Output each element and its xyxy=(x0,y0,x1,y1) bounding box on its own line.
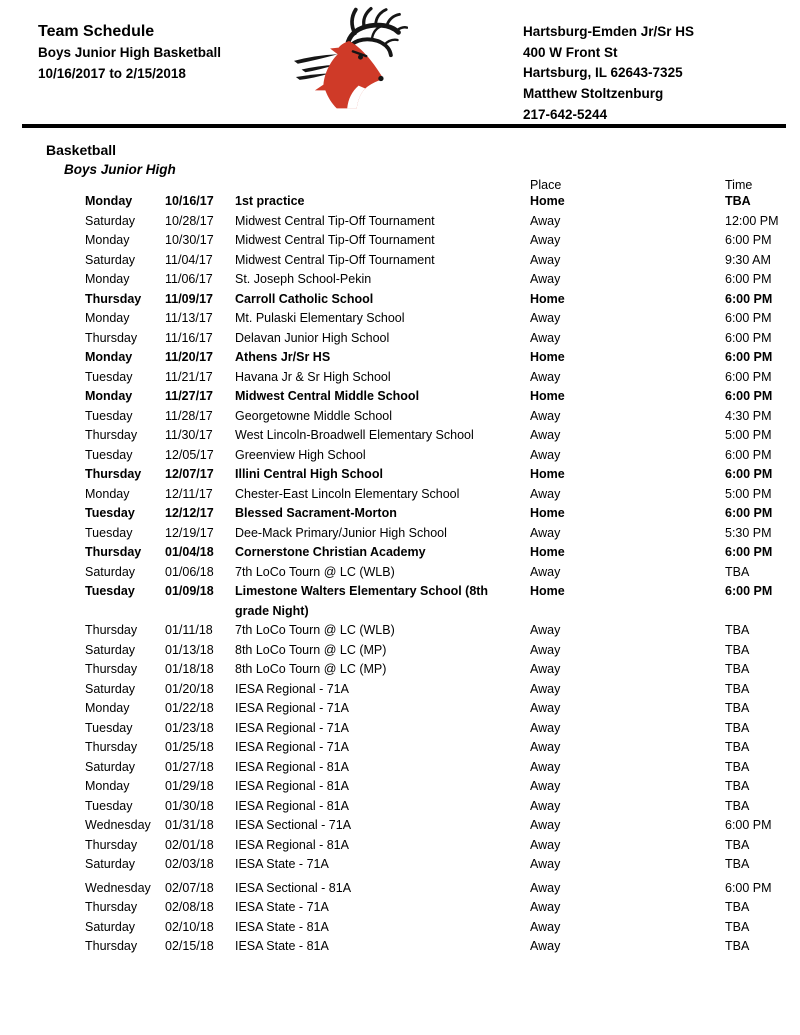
cell-day: Thursday xyxy=(85,291,142,306)
cell-place: Away xyxy=(530,919,561,934)
column-header-place: Place xyxy=(530,178,562,192)
cell-date: 12/07/17 xyxy=(165,467,214,481)
cell-day: Thursday xyxy=(85,623,138,637)
cell-day: Monday xyxy=(85,272,130,286)
schedule-row xyxy=(0,699,800,719)
school-address-line1: 400 W Front St xyxy=(523,44,618,60)
cell-time: 6:00 PM xyxy=(725,330,772,345)
cell-date: 01/11/18 xyxy=(165,623,213,637)
cell-day: Saturday xyxy=(85,564,136,579)
cell-opponent: Midwest Central Tip-Off Tournament xyxy=(235,213,435,228)
cell-date: 01/18/18 xyxy=(165,662,214,676)
cell-place: Home xyxy=(530,467,565,481)
column-header-time: Time xyxy=(725,178,753,192)
cell-place: Away xyxy=(530,564,561,579)
cell-day: Tuesday xyxy=(85,369,133,384)
cell-place: Away xyxy=(530,642,561,657)
cell-day: Saturday xyxy=(85,759,136,774)
cell-day: Tuesday xyxy=(85,408,133,423)
cell-time: TBA xyxy=(725,837,750,852)
cell-time: 6:00 PM xyxy=(725,584,773,598)
schedule-row xyxy=(0,212,800,232)
schedule-row xyxy=(0,446,800,466)
cell-place: Home xyxy=(530,584,565,598)
stag-mascot-icon xyxy=(294,6,408,112)
cell-date: 01/09/18 xyxy=(165,584,214,598)
schedule-row xyxy=(0,251,800,271)
cell-place: Away xyxy=(530,880,561,895)
cell-place: Away xyxy=(530,681,561,696)
cell-opponent: 1st practice xyxy=(235,194,305,208)
cell-time: TBA xyxy=(725,623,750,637)
cell-day: Wednesday xyxy=(85,880,151,895)
cell-date: 11/20/17 xyxy=(165,350,213,364)
cell-date: 11/04/17 xyxy=(165,252,213,267)
cell-opponent: 7th LoCo Tourn @ LC (WLB) xyxy=(235,623,395,637)
cell-opponent: Georgetowne Middle School xyxy=(235,408,393,423)
cell-time: TBA xyxy=(725,720,750,735)
cell-date: 02/10/18 xyxy=(165,919,214,934)
cell-time: TBA xyxy=(725,900,750,914)
cell-place: Away xyxy=(530,857,561,871)
cell-place: Away xyxy=(530,213,561,228)
cell-opponent: Midwest Central Middle School xyxy=(235,389,420,403)
cell-date: 01/06/18 xyxy=(165,564,214,579)
cell-time: TBA xyxy=(725,642,750,657)
cell-place: Home xyxy=(530,389,565,403)
cell-place: Away xyxy=(530,900,561,914)
schedule-row xyxy=(0,309,800,329)
cell-day: Thursday xyxy=(85,330,138,345)
cell-opponent: IESA Sectional - 71A xyxy=(235,818,352,832)
cell-date: 11/13/17 xyxy=(165,311,213,325)
cell-place: Away xyxy=(530,720,561,735)
schedule-row xyxy=(0,192,800,212)
cell-opponent: IESA Regional - 81A xyxy=(235,837,349,852)
cell-opponent: IESA State - 71A xyxy=(235,857,329,871)
schedule-row xyxy=(0,231,800,251)
cell-date: 01/20/18 xyxy=(165,681,214,696)
cell-time: 6:00 PM xyxy=(725,447,772,462)
cell-opponent: Havana Jr & Sr High School xyxy=(235,369,391,384)
cell-opponent: Greenview High School xyxy=(235,447,366,462)
cell-opponent: Cornerstone Christian Academy xyxy=(235,545,426,559)
schedule-row xyxy=(0,621,800,641)
schedule-row xyxy=(0,426,800,446)
schedule-rows xyxy=(0,192,800,957)
cell-time: 4:30 PM xyxy=(725,408,772,423)
cell-opponent: IESA Regional - 71A xyxy=(235,681,349,696)
cell-day: Monday xyxy=(85,701,130,715)
schedule-row xyxy=(0,504,800,524)
cell-time: 6:00 PM xyxy=(725,233,772,247)
cell-opponent: Blessed Sacrament-Morton xyxy=(235,506,397,520)
cell-day: Thursday xyxy=(85,428,138,442)
cell-time: 5:00 PM xyxy=(725,428,772,442)
cell-date: 01/29/18 xyxy=(165,779,214,793)
cell-day: Thursday xyxy=(85,467,142,481)
cell-date: 01/25/18 xyxy=(165,740,214,754)
schedule-row xyxy=(0,797,800,817)
cell-opponent: IESA Regional - 71A xyxy=(235,701,349,715)
schedule-row xyxy=(0,777,800,797)
schedule-row xyxy=(0,329,800,349)
cell-time: 9:30 AM xyxy=(725,252,771,267)
cell-time: 5:00 PM xyxy=(725,486,772,501)
cell-opponent: IESA Regional - 71A xyxy=(235,740,349,754)
cell-date: 02/15/18 xyxy=(165,939,214,953)
cell-time: 6:00 PM xyxy=(725,389,773,403)
section-team: Boys Junior High xyxy=(64,162,176,177)
cell-opponent: West Lincoln-Broadwell Elementary School xyxy=(235,428,474,442)
cell-time: TBA xyxy=(725,759,750,774)
cell-place: Home xyxy=(530,291,565,306)
cell-opponent: 7th LoCo Tourn @ LC (WLB) xyxy=(235,564,395,579)
cell-time: TBA xyxy=(725,662,750,676)
cell-day: Monday xyxy=(85,194,133,208)
cell-opponent: Illini Central High School xyxy=(235,467,383,481)
cell-opponent: Carroll Catholic School xyxy=(235,291,374,306)
phone-number: 217-642-5244 xyxy=(523,106,608,122)
cell-date: 01/27/18 xyxy=(165,759,214,774)
cell-place: Away xyxy=(530,447,561,462)
cell-day: Saturday xyxy=(85,857,136,871)
cell-place: Away xyxy=(530,759,561,774)
schedule-column-headers xyxy=(0,179,800,192)
cell-date: 12/11/17 xyxy=(165,486,213,501)
cell-opponent: IESA Regional - 71A xyxy=(235,720,349,735)
cell-place: Away xyxy=(530,662,561,676)
cell-time: 6:00 PM xyxy=(725,545,773,559)
schedule-row xyxy=(0,879,800,899)
cell-place: Away xyxy=(530,525,561,540)
cell-day: Saturday xyxy=(85,681,136,696)
cell-day: Tuesday xyxy=(85,506,135,520)
cell-opponent: IESA Regional - 81A xyxy=(235,759,349,774)
cell-date: 01/04/18 xyxy=(165,545,214,559)
team-subtitle: Boys Junior High Basketball xyxy=(38,45,222,60)
cell-place: Away xyxy=(530,233,561,247)
cell-date: 12/19/17 xyxy=(165,525,214,540)
cell-place: Away xyxy=(530,779,561,793)
cell-time: TBA xyxy=(725,939,750,953)
cell-time: TBA xyxy=(725,564,750,579)
cell-time: TBA xyxy=(725,919,750,934)
cell-opponent: Dee-Mack Primary/Junior High School xyxy=(235,525,447,540)
cell-time: TBA xyxy=(725,681,750,696)
cell-date: 11/28/17 xyxy=(165,408,213,423)
cell-place: Home xyxy=(530,506,565,520)
cell-time: 6:00 PM xyxy=(725,467,773,481)
cell-time: 12:00 PM xyxy=(725,213,779,228)
schedule-row xyxy=(0,816,800,836)
schedule-row xyxy=(0,937,800,957)
cell-place: Away xyxy=(530,818,561,832)
schedule-row xyxy=(0,543,800,563)
cell-time: TBA xyxy=(725,779,750,793)
cell-date: 02/01/18 xyxy=(165,837,214,852)
cell-date: 02/07/18 xyxy=(165,880,214,895)
cell-time: 6:00 PM xyxy=(725,818,772,832)
cell-day: Tuesday xyxy=(85,720,133,735)
schedule-row xyxy=(0,719,800,739)
cell-date: 02/03/18 xyxy=(165,857,214,871)
cell-date: 11/06/17 xyxy=(165,272,213,286)
cell-time: 6:00 PM xyxy=(725,350,773,364)
cell-time: 6:00 PM xyxy=(725,291,773,306)
schedule-table xyxy=(0,179,800,957)
schedule-row xyxy=(0,270,800,290)
schedule-row xyxy=(0,898,800,918)
cell-place: Away xyxy=(530,623,561,637)
cell-date: 10/16/17 xyxy=(165,194,214,208)
cell-day: Thursday xyxy=(85,939,138,953)
cell-date: 10/30/17 xyxy=(165,233,214,247)
cell-opponent: IESA Sectional - 81A xyxy=(235,880,352,895)
schedule-row xyxy=(0,407,800,427)
cell-day: Thursday xyxy=(85,545,142,559)
cell-place: Home xyxy=(530,545,565,559)
cell-opponent: Limestone Walters Elementary School (8th grade Night) xyxy=(235,584,489,618)
cell-opponent: Delavan Junior High School xyxy=(235,330,390,345)
cell-date: 10/28/17 xyxy=(165,213,214,228)
cell-opponent: IESA State - 71A xyxy=(235,900,329,914)
cell-place: Away xyxy=(530,428,561,442)
cell-day: Tuesday xyxy=(85,447,133,462)
cell-opponent: Chester-East Lincoln Elementary School xyxy=(235,486,460,501)
cell-date: 11/30/17 xyxy=(165,428,213,442)
cell-opponent: Midwest Central Tip-Off Tournament xyxy=(235,252,435,267)
schedule-row xyxy=(0,918,800,938)
cell-place: Home xyxy=(530,194,565,208)
cell-place: Away xyxy=(530,837,561,852)
cell-time: TBA xyxy=(725,857,750,871)
schedule-row xyxy=(0,563,800,583)
schedule-row xyxy=(0,855,800,875)
school-name: Hartsburg-Emden Jr/Sr HS xyxy=(523,24,695,39)
schedule-row xyxy=(0,290,800,310)
cell-day: Wednesday xyxy=(85,818,151,832)
cell-day: Monday xyxy=(85,486,130,501)
schedule-row xyxy=(0,368,800,388)
schedule-row xyxy=(0,738,800,758)
header-divider xyxy=(22,124,786,128)
cell-time: TBA xyxy=(725,798,750,813)
school-address-line2: Hartsburg, IL 62643-7325 xyxy=(523,65,683,81)
cell-date: 01/30/18 xyxy=(165,798,214,813)
cell-place: Away xyxy=(530,252,561,267)
cell-day: Tuesday xyxy=(85,584,135,598)
cell-time: 6:00 PM xyxy=(725,880,772,895)
cell-opponent: 8th LoCo Tourn @ LC (MP) xyxy=(235,642,387,657)
contact-name: Matthew Stoltzenburg xyxy=(523,86,664,102)
cell-opponent: IESA Regional - 81A xyxy=(235,798,349,813)
cell-time: TBA xyxy=(725,701,750,715)
cell-day: Monday xyxy=(85,311,130,325)
cell-day: Tuesday xyxy=(85,798,133,813)
cell-opponent: 8th LoCo Tourn @ LC (MP) xyxy=(235,662,387,676)
cell-day: Tuesday xyxy=(85,525,133,540)
header-left-block xyxy=(38,22,221,82)
schedule-row xyxy=(0,641,800,661)
school-info-block xyxy=(523,22,694,126)
cell-day: Thursday xyxy=(85,740,138,754)
cell-opponent: Mt. Pulaski Elementary School xyxy=(235,311,405,325)
cell-time: 6:00 PM xyxy=(725,272,772,286)
cell-date: 11/09/17 xyxy=(165,291,213,306)
cell-day: Monday xyxy=(85,389,133,403)
cell-place: Away xyxy=(530,369,561,384)
cell-day: Monday xyxy=(85,779,130,793)
cell-place: Away xyxy=(530,311,561,325)
cell-opponent: Midwest Central Tip-Off Tournament xyxy=(235,233,435,247)
cell-time: TBA xyxy=(725,194,751,208)
cell-time: 6:00 PM xyxy=(725,311,772,325)
schedule-row xyxy=(0,524,800,544)
schedule-row xyxy=(0,387,800,407)
cell-place: Away xyxy=(530,330,561,345)
cell-date: 11/21/17 xyxy=(165,369,213,384)
cell-opponent: St. Joseph School-Pekin xyxy=(235,272,372,286)
cell-place: Away xyxy=(530,798,561,813)
cell-opponent: Athens Jr/Sr HS xyxy=(235,350,331,364)
cell-date: 01/23/18 xyxy=(165,720,214,735)
schedule-row xyxy=(0,485,800,505)
section-sport: Basketball xyxy=(46,142,117,158)
cell-day: Monday xyxy=(85,350,133,364)
cell-place: Away xyxy=(530,740,561,754)
cell-place: Away xyxy=(530,408,561,423)
cell-date: 01/31/18 xyxy=(165,818,214,832)
cell-place: Away xyxy=(530,272,561,286)
cell-opponent: IESA Regional - 81A xyxy=(235,779,349,793)
cell-date: 12/05/17 xyxy=(165,447,214,462)
cell-date: 11/27/17 xyxy=(165,389,213,403)
schedule-row xyxy=(0,582,800,621)
schedule-row xyxy=(0,680,800,700)
cell-date: 02/08/18 xyxy=(165,900,214,914)
cell-day: Saturday xyxy=(85,213,136,228)
cell-time: TBA xyxy=(725,740,750,754)
cell-day: Saturday xyxy=(85,642,136,657)
cell-place: Away xyxy=(530,939,561,953)
cell-day: Saturday xyxy=(85,919,136,934)
cell-day: Saturday xyxy=(85,252,136,267)
cell-date: 12/12/17 xyxy=(165,506,214,520)
date-range: 10/16/2017 to 2/15/2018 xyxy=(38,66,186,81)
cell-place: Home xyxy=(530,350,565,364)
schedule-row xyxy=(0,348,800,368)
cell-place: Away xyxy=(530,486,561,501)
schedule-row xyxy=(0,836,800,856)
cell-opponent: IESA State - 81A xyxy=(235,919,329,934)
cell-date: 01/13/18 xyxy=(165,642,214,657)
cell-time: 5:30 PM xyxy=(725,525,772,540)
schedule-row xyxy=(0,660,800,680)
cell-day: Thursday xyxy=(85,837,138,852)
cell-opponent: IESA State - 81A xyxy=(235,939,329,953)
cell-date: 01/22/18 xyxy=(165,701,214,715)
page-title: Team Schedule xyxy=(38,23,155,40)
cell-date: 11/16/17 xyxy=(165,330,213,345)
cell-time: 6:00 PM xyxy=(725,369,772,384)
schedule-row xyxy=(0,465,800,485)
schedule-row xyxy=(0,758,800,778)
cell-day: Monday xyxy=(85,233,130,247)
cell-day: Thursday xyxy=(85,900,138,914)
cell-place: Away xyxy=(530,701,561,715)
cell-day: Thursday xyxy=(85,662,138,676)
cell-time: 6:00 PM xyxy=(725,506,773,520)
